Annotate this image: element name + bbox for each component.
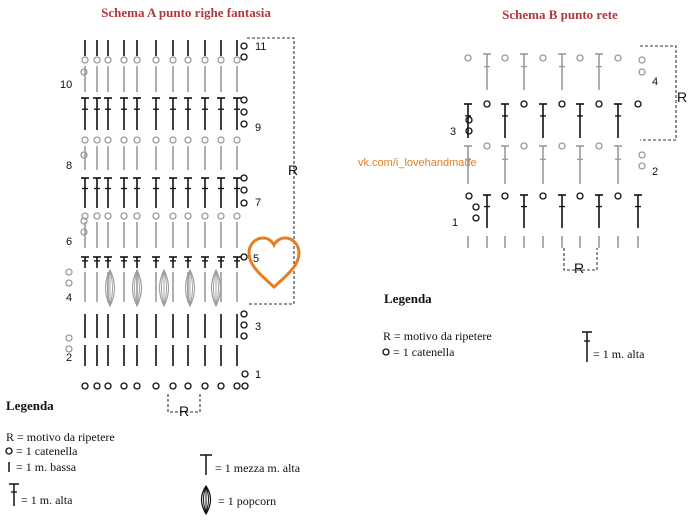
chain-stitch: [202, 213, 208, 219]
chain-stitch: [615, 193, 621, 199]
double-crochet-stitch: [104, 178, 112, 208]
popcorn-stitch: [133, 270, 142, 306]
schema-a-repeat-label-bottom: R: [179, 403, 190, 419]
row-number-4: 4: [66, 292, 73, 304]
chain-stitch: [241, 254, 247, 260]
double-crochet-stitch: [133, 98, 141, 130]
chain-stitch: [540, 193, 546, 199]
chain-stitch: [473, 215, 479, 221]
chain-stitch: [241, 97, 247, 103]
double-crochet-stitch: [501, 104, 509, 138]
chain-stitch: [639, 69, 645, 75]
double-crochet-stitch: [201, 178, 209, 208]
double-crochet-stitch: [169, 98, 177, 130]
chain-stitch: [134, 137, 140, 143]
chain-stitch: [105, 57, 111, 63]
chain-stitch: [170, 137, 176, 143]
double-crochet-stitch: [558, 195, 566, 228]
double-crochet-stitch: [201, 98, 209, 130]
chain-stitch: [170, 383, 176, 389]
legend-b-alta: = 1 m. alta: [593, 347, 645, 361]
chain-stitch: [202, 57, 208, 63]
chain-stitch: [242, 371, 248, 377]
double-crochet-stitch: [233, 257, 241, 268]
schema-b-chart: [450, 54, 658, 248]
chain-stitch: [241, 322, 247, 328]
chain-stitch: [153, 57, 159, 63]
double-crochet-stitch: [184, 257, 192, 268]
row-number-2: 2: [652, 166, 659, 178]
chain-stitch: [596, 143, 602, 149]
popcorn-stitch: [186, 270, 195, 306]
schema-b-repeat-label-bottom: R: [574, 260, 585, 276]
chain-stitch: [241, 54, 247, 60]
chain-stitch: [241, 121, 247, 127]
chain-stitch: [82, 137, 88, 143]
double-crochet-stitch: [120, 178, 128, 208]
legend-a-catenella: = 1 catenella: [16, 444, 78, 458]
row-number-9: 9: [255, 122, 262, 134]
chain-stitch: [94, 383, 100, 389]
schema-b-title: Schema B punto rete: [502, 7, 618, 22]
popcorn-stitch: [106, 270, 115, 306]
chain-stitch: [105, 383, 111, 389]
legend-a-r: R = motivo da ripetere: [6, 430, 115, 444]
row-number-5: 5: [253, 253, 260, 265]
chain-stitch: [153, 213, 159, 219]
chain-stitch: [82, 57, 88, 63]
chain-stitch: [241, 333, 247, 339]
chain-stitch: [484, 143, 490, 149]
chain-stitch: [540, 55, 546, 61]
chain-stitch: [241, 109, 247, 115]
chain-stitch: [615, 55, 621, 61]
chain-icon: [383, 349, 389, 355]
double-crochet-stitch: [120, 98, 128, 130]
chain-stitch: [105, 213, 111, 219]
chain-stitch: [81, 229, 87, 235]
schema-b-repeat-label: R: [677, 89, 688, 105]
chain-stitch: [241, 311, 247, 317]
chain-stitch: [473, 204, 479, 210]
popcorn-stitch: [160, 270, 169, 306]
chain-stitch: [241, 175, 247, 181]
half-double-crochet-icon: [200, 455, 212, 475]
double-crochet-stitch: [133, 178, 141, 208]
chain-stitch: [170, 57, 176, 63]
chain-stitch: [241, 187, 247, 193]
double-crochet-stitch: [539, 104, 547, 138]
chain-stitch: [66, 269, 72, 275]
double-crochet-icon: [582, 332, 592, 362]
popcorn-stitch: [212, 270, 221, 306]
double-crochet-stitch: [614, 146, 622, 184]
chain-stitch: [502, 193, 508, 199]
chain-stitch: [234, 213, 240, 219]
chain-stitch: [639, 152, 645, 158]
legend-a-mezza-alta: = 1 mezza m. alta: [215, 461, 301, 475]
chain-stitch: [105, 137, 111, 143]
chain-stitch: [234, 57, 240, 63]
double-crochet-stitch: [104, 257, 112, 268]
legend-b-catenella: = 1 catenella: [393, 345, 455, 359]
chain-stitch: [202, 137, 208, 143]
chain-stitch: [484, 101, 490, 107]
double-crochet-stitch: [576, 146, 584, 184]
double-crochet-stitch: [120, 257, 128, 268]
chain-stitch: [218, 383, 224, 389]
legend-a-bassa: = 1 m. bassa: [16, 460, 77, 474]
chain-stitch: [94, 57, 100, 63]
chain-stitch: [577, 55, 583, 61]
chain-stitch: [234, 383, 240, 389]
double-crochet-stitch: [93, 178, 101, 208]
row-number-6: 6: [66, 236, 73, 248]
row-number-2: 2: [66, 352, 73, 364]
double-crochet-stitch: [81, 98, 89, 130]
double-crochet-stitch: [614, 104, 622, 138]
row-number-3: 3: [450, 126, 457, 138]
double-crochet-stitch: [233, 98, 241, 130]
chain-stitch: [134, 213, 140, 219]
double-crochet-stitch: [81, 257, 89, 268]
double-crochet-stitch: [576, 104, 584, 138]
row-number-10: 10: [60, 79, 73, 91]
double-crochet-stitch: [93, 257, 101, 268]
chain-stitch: [185, 383, 191, 389]
chain-stitch: [639, 163, 645, 169]
chain-stitch: [170, 213, 176, 219]
double-crochet-stitch: [483, 54, 491, 90]
double-crochet-stitch: [152, 257, 160, 268]
double-crochet-stitch: [104, 98, 112, 130]
double-crochet-stitch: [595, 54, 603, 90]
chain-stitch: [153, 383, 159, 389]
chain-stitch: [559, 143, 565, 149]
chain-stitch: [121, 383, 127, 389]
legend-a-title: Legenda: [6, 398, 54, 413]
double-crochet-stitch: [184, 98, 192, 130]
chain-stitch: [94, 213, 100, 219]
chain-stitch: [635, 101, 641, 107]
double-crochet-stitch: [217, 178, 225, 208]
chain-stitch: [577, 193, 583, 199]
double-crochet-stitch: [634, 195, 642, 228]
double-crochet-stitch: [93, 98, 101, 130]
double-crochet-stitch: [133, 257, 141, 268]
chain-stitch: [639, 57, 645, 63]
chain-stitch: [81, 69, 87, 75]
double-crochet-stitch: [558, 54, 566, 90]
chain-stitch: [242, 383, 248, 389]
double-crochet-stitch: [184, 178, 192, 208]
double-crochet-stitch: [520, 195, 528, 228]
chain-stitch: [185, 57, 191, 63]
chain-stitch: [134, 57, 140, 63]
chain-stitch: [466, 193, 472, 199]
chain-stitch: [134, 383, 140, 389]
chain-stitch: [66, 280, 72, 286]
chain-stitch: [241, 200, 247, 206]
chain-stitch: [185, 213, 191, 219]
chain-stitch: [153, 137, 159, 143]
chain-stitch: [121, 137, 127, 143]
double-crochet-stitch: [501, 146, 509, 184]
chain-stitch: [596, 101, 602, 107]
double-crochet-stitch: [169, 178, 177, 208]
chain-stitch: [521, 143, 527, 149]
chain-stitch: [521, 101, 527, 107]
double-crochet-stitch: [233, 178, 241, 208]
chain-stitch: [81, 152, 87, 158]
double-crochet-stitch: [539, 146, 547, 184]
double-crochet-stitch: [152, 98, 160, 130]
double-crochet-stitch: [152, 178, 160, 208]
chain-stitch: [241, 43, 247, 49]
row-number-11: 11: [255, 41, 267, 53]
double-crochet-stitch: [595, 195, 603, 228]
chain-stitch: [465, 55, 471, 61]
watermark-text: vk.com/i_lovehandmade: [358, 157, 477, 169]
double-crochet-stitch: [169, 257, 177, 268]
chain-stitch: [202, 383, 208, 389]
chain-stitch: [466, 117, 472, 123]
double-crochet-stitch: [520, 54, 528, 90]
chain-stitch: [121, 57, 127, 63]
chain-stitch: [218, 213, 224, 219]
legend-b-title: Legenda: [384, 291, 432, 306]
chain-stitch: [218, 137, 224, 143]
chain-stitch: [185, 137, 191, 143]
chain-stitch: [234, 137, 240, 143]
chain-stitch: [559, 101, 565, 107]
chain-stitch: [466, 128, 472, 134]
double-crochet-stitch: [217, 98, 225, 130]
legend-a-alta: = 1 m. alta: [21, 493, 73, 507]
row-number-7: 7: [255, 197, 262, 209]
legend-a-popcorn: = 1 popcorn: [218, 494, 277, 508]
row-number-1: 1: [255, 369, 262, 381]
schema-a-title: Schema A punto righe fantasia: [101, 5, 271, 20]
double-crochet-stitch: [81, 178, 89, 208]
chain-icon: [6, 448, 12, 454]
popcorn-icon: [202, 486, 211, 514]
row-number-4: 4: [652, 76, 659, 88]
row-number-8: 8: [66, 160, 73, 172]
double-crochet-stitch: [201, 257, 209, 268]
double-crochet-stitch: [483, 195, 491, 228]
chain-stitch: [121, 213, 127, 219]
legend-b-r: R = motivo da ripetere: [383, 329, 492, 343]
chain-stitch: [218, 57, 224, 63]
double-crochet-icon: [9, 484, 19, 506]
chain-stitch: [82, 383, 88, 389]
schema-a-chart: [60, 40, 266, 389]
chain-stitch: [66, 335, 72, 341]
double-crochet-stitch: [217, 257, 225, 268]
chain-stitch: [502, 55, 508, 61]
row-number-1: 1: [452, 217, 459, 229]
chain-stitch: [94, 137, 100, 143]
schema-a-repeat-label: R: [288, 162, 299, 178]
row-number-3: 3: [255, 321, 262, 333]
